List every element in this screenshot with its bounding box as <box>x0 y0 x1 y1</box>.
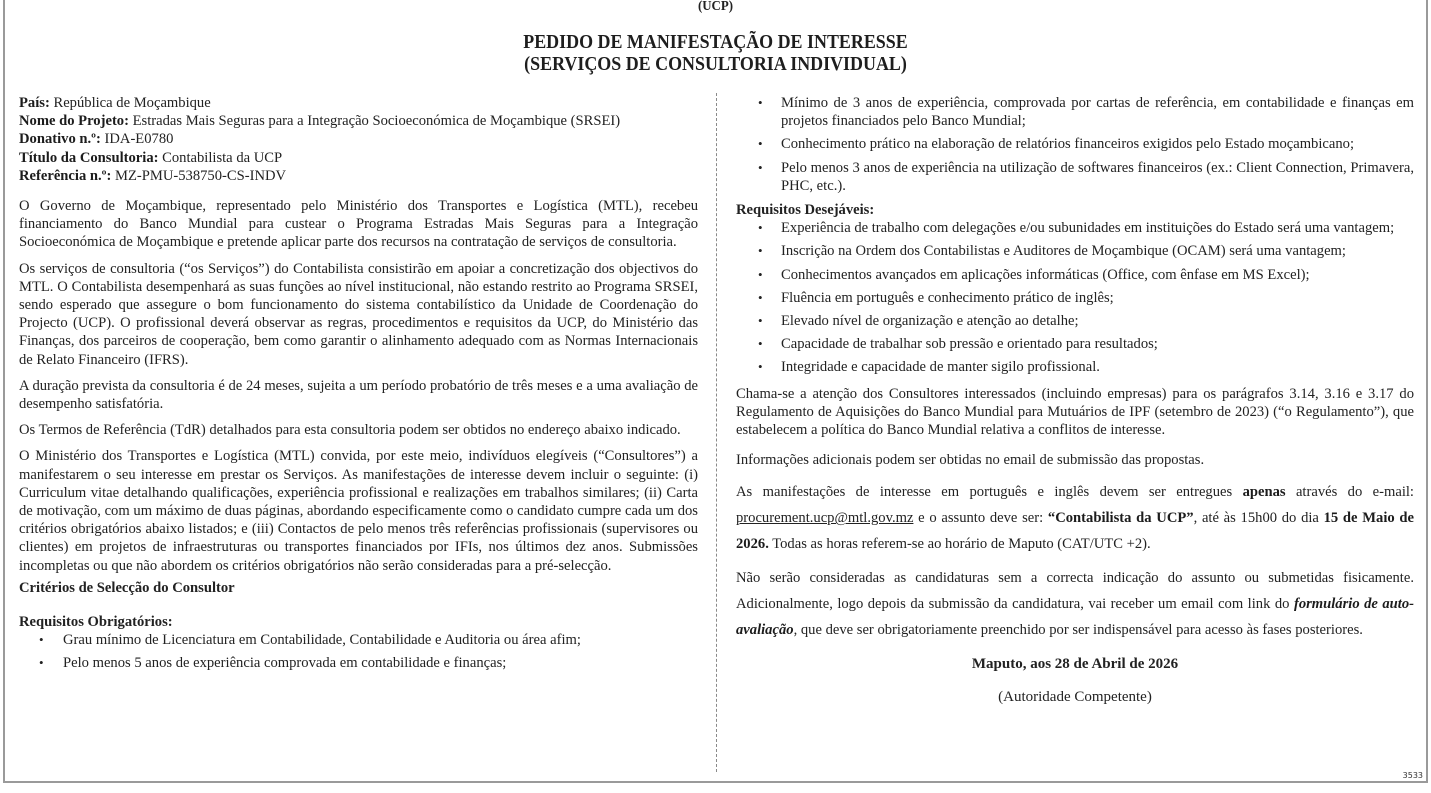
list-item <box>19 631 698 649</box>
column-divider <box>716 93 717 772</box>
title-line-1: PEDIDO DE MANIFESTAÇÃO DE INTERESSE <box>523 32 908 53</box>
submission-email-link[interactable]: procurement.ucp@mtl.gov.mz <box>736 510 914 527</box>
meta-country <box>19 94 698 112</box>
submission-deadline: 15 de Maio de 2026. <box>736 510 1414 553</box>
list-item-text: Inscrição na Ordem dos Contabilistas e Auditores de Moçambique (OCAM) será uma vantagem; <box>781 243 1346 260</box>
list-item-text: Integridade e capacidade de manter sigilo profissional. <box>781 359 1100 376</box>
intro-paragraph: O Governo de Moçambique, representado pelo Ministério dos Transportes e Logística (MTL), recebeu financiamento do Banco Mundial para custear o Programa Estradas Mais Seguras para a Integração Socioeconómica de Moçambique e pretende aplicar parte dos recursos na contratação de serviços de consultoria. <box>19 198 698 251</box>
mandatory-requirements-continued-list <box>736 94 1414 195</box>
list-item <box>736 135 1414 153</box>
meta-label: Título da Consultoria: <box>19 149 159 166</box>
list-item-text: Conhecimentos avançados em aplicações informáticas (Office, com ênfase em MS Excel); <box>781 266 1310 283</box>
submission-paragraph <box>736 479 1414 557</box>
rejection-text: Não serão consideradas as candidaturas sem a correcta indicação do assunto ou submetidas fisicamente. Adicionalmente, logo depois da submissão da candidatura, vai receber um email com link do <box>736 570 1414 613</box>
mandatory-requirements-heading: Requisitos Obrigatórios: <box>19 614 173 631</box>
list-item <box>736 312 1414 330</box>
list-item <box>736 219 1414 237</box>
list-item-text: Experiência de trabalho com delegações e/ou subunidades em instituições do Estado será uma vantagem; <box>781 220 1395 237</box>
list-item <box>736 94 1414 130</box>
bullet-icon: • <box>758 136 763 152</box>
title-line-2: (SERVIÇOS DE CONSULTORIA INDIVIDUAL) <box>524 54 907 75</box>
meta-value: Contabilista da UCP <box>158 149 283 166</box>
desirable-requirements-list <box>736 219 1414 376</box>
bullet-icon: • <box>758 336 763 352</box>
list-item-text: Pelo menos 3 anos de experiência na utilização de softwares financeiros (ex.: Client Connection, Primavera, PHC, etc.). <box>781 159 1414 194</box>
list-item <box>736 335 1414 353</box>
bullet-icon: • <box>758 289 763 305</box>
mandatory-requirements-list <box>19 631 698 672</box>
submission-text: As manifestações de interesse em português e inglês devem ser entregues <box>736 484 1243 501</box>
meta-label: Donativo n.º: <box>19 131 101 148</box>
duration-paragraph: A duração prevista da consultoria é de 24 meses, sujeita a um período probatório de três meses e a uma avaliação de desempenho satisfatória. <box>19 377 698 413</box>
meta-reference <box>19 167 698 185</box>
bullet-icon: • <box>39 632 44 648</box>
list-item <box>736 159 1414 195</box>
meta-label: País: <box>19 95 50 111</box>
bullet-icon: • <box>758 313 763 329</box>
bullet-icon: • <box>758 159 763 175</box>
meta-value: IDA-E0780 <box>100 131 174 148</box>
submission-text: Todas as horas referem-se ao horário de Maputo (CAT/UTC +2). <box>768 536 1151 553</box>
submission-text: , até às 15h00 do dia <box>1193 510 1324 527</box>
ucp-abbreviation: (UCP) <box>697 0 734 14</box>
meta-value: República de Moçambique <box>49 95 211 111</box>
tor-paragraph: Os Termos de Referência (TdR) detalhados para esta consultoria podem ser obtidos no endereço abaixo indicado. <box>19 422 681 439</box>
self-assessment-form-label: formulário de auto-avaliação <box>736 596 1414 639</box>
list-item-text: Capacidade de trabalhar sob pressão e orientado para resultados; <box>781 336 1158 353</box>
list-item-text: Mínimo de 3 anos de experiência, comprovada por cartas de referência, em contabilidade e finanças em projetos financiados pelo Banco Mundial; <box>781 95 1414 130</box>
right-column <box>736 94 1414 706</box>
bullet-icon: • <box>758 266 763 282</box>
bullet-icon: • <box>39 655 44 671</box>
list-item <box>736 358 1414 376</box>
list-item <box>19 654 698 672</box>
rejection-paragraph <box>736 565 1414 643</box>
left-column <box>19 94 698 678</box>
submission-text: e o assunto deve ser: <box>913 510 1048 527</box>
list-item-text: Pelo menos 5 anos de experiência comprovada em contabilidade e finanças; <box>63 655 507 672</box>
bullet-icon: • <box>758 220 763 236</box>
page-number: 3533 <box>1402 771 1423 780</box>
list-item-text: Conhecimento prático na elaboração de relatórios financeiros exigidos pelo Estado moçambicano; <box>781 136 1355 153</box>
criteria-heading: Critérios de Selecção do Consultor <box>19 579 235 596</box>
conflict-of-interest-paragraph: Chama-se a atenção dos Consultores interessados (incluindo empresas) para os parágrafos 3.14, 3.16 e 3.17 do Regulamento de Aquisições do Banco Mundial para Mutuários de IPF (setembro de 2023) (“o Regulamento”), que estabelecem a política do Banco Mundial relativa a conflitos de interesse. <box>736 385 1414 439</box>
meta-consultancy-title <box>19 149 698 167</box>
list-item <box>736 242 1414 260</box>
meta-value: Estradas Mais Seguras para a Integração Socioeconómica de Moçambique (SRSEI) <box>128 113 621 130</box>
rejection-text: , que deve ser obrigatoriamente preenchido por ser indispensável para acesso às fases posteriores. <box>793 622 1363 639</box>
list-item-text: Elevado nível de organização e atenção ao detalhe; <box>781 313 1079 330</box>
submission-subject: “Contabilista da UCP” <box>1047 510 1194 527</box>
list-item <box>736 266 1414 284</box>
bullet-icon: • <box>758 243 763 259</box>
list-item <box>736 289 1414 307</box>
bullet-icon: • <box>758 95 763 110</box>
meta-label: Referência n.º: <box>19 167 112 184</box>
invitation-paragraph: O Ministério dos Transportes e Logística (MTL) convida, por este meio, indivíduos elegíveis (“Consultores”) a manifestarem o seu interesse em prestar os Serviços. As manifestações de interesse devem incluir o seguinte: (i) Curriculum vitae detalhando qualificações, experiência profissional e realizações em trabalhos similares; (ii) Carta de motivação, com um máximo de duas páginas, abordando especificamente como o candidato cumpre cada um dos critérios obrigatórios abaixo listados; e (iii) Contactos de pelo menos três referências profissionais (supervisores ou clientes) em projetos de infraestruturas ou transportes financiados por IFIs, nos últimos dez anos. Submissões incompletas ou que não abordem os critérios obrigatórios não serão consideradas para a pré-selecção. <box>19 448 698 574</box>
services-paragraph: Os serviços de consultoria (“os Serviços”) do Contabilista consistirão em apoiar a concretização dos objectivos do MTL. O Contabilista desempenhará as suas funções ao nível institucional, não estando restrito ao Programa SRSEI, sendo esperado que assegure o bom funcionamento do sistema contabilístico da Unidade de Coordenação do Projecto (UCP). O profissional deverá observar as regras, procedimentos e requisitos da UCP, do Ministério das Finanças, dos parceiros de cooperação, bem como garantir o alinhamento adequado com as Normas Internacionais de Relato Financeiro (IFRS). <box>19 260 698 368</box>
meta-value: MZ-PMU-538750-CS-INDV <box>111 167 287 184</box>
bullet-icon: • <box>758 359 763 375</box>
additional-info-paragraph: Informações adicionais podem ser obtidas no email de submissão das propostas. <box>736 452 1205 469</box>
meta-project <box>19 112 698 130</box>
signature-date: Maputo, aos 28 de Abril de 2026 <box>971 656 1179 673</box>
submission-emphasis: apenas <box>1242 484 1286 501</box>
list-item-text: Grau mínimo de Licenciatura em Contabilidade, Contabilidade e Auditoria ou área afim; <box>63 632 581 649</box>
desirable-requirements-heading: Requisitos Desejáveis: <box>736 202 875 219</box>
meta-label: Nome do Projeto: <box>19 113 129 130</box>
project-metadata <box>19 94 698 185</box>
submission-text: através do e-mail: <box>1285 484 1414 501</box>
page-title <box>0 32 1431 76</box>
list-item-text: Fluência em português e conhecimento prático de inglês; <box>781 289 1114 306</box>
signature-authority: (Autoridade Competente) <box>998 688 1152 705</box>
meta-grant <box>19 130 698 148</box>
